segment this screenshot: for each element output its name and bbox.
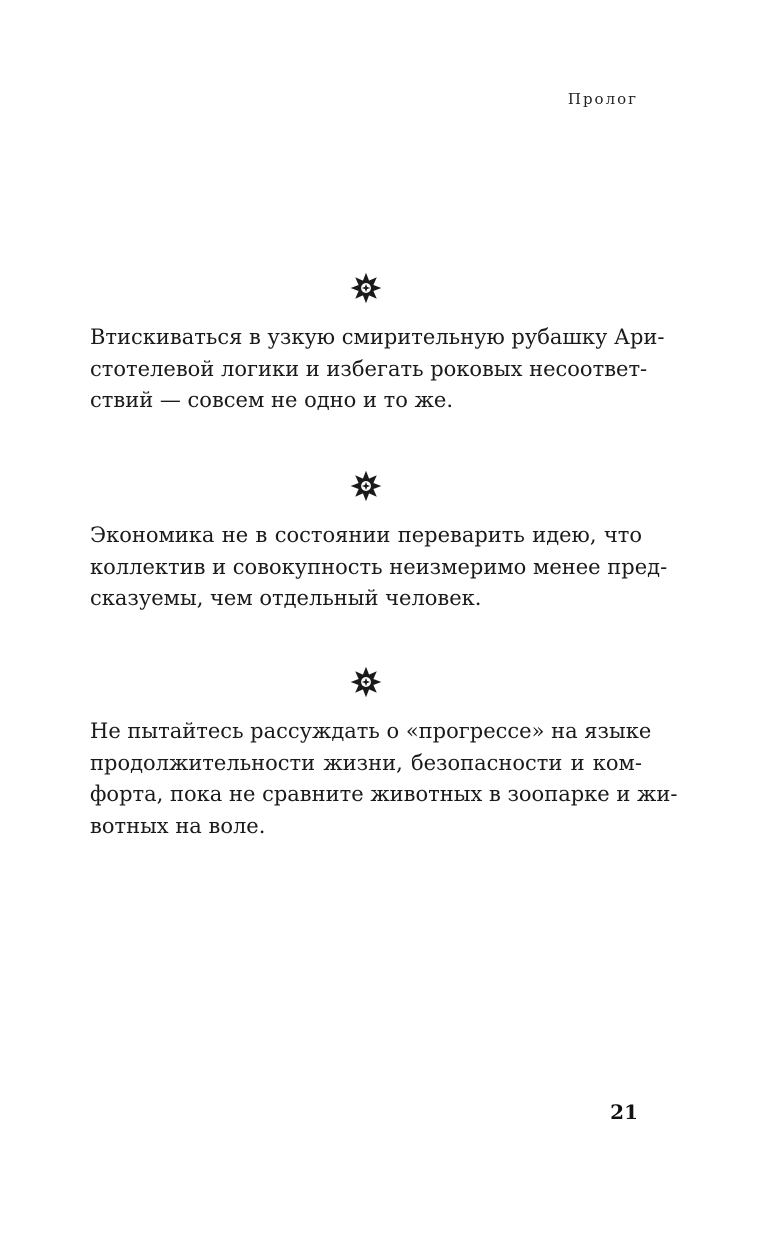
star-ornament-icon — [348, 468, 384, 504]
running-head: Пролог — [567, 90, 638, 108]
aphorism-text-1 — [90, 322, 665, 417]
text-line: Втискиваться в узкую смирительную рубашку Ари- — [90, 325, 665, 349]
aphorism-text-3 — [90, 716, 678, 842]
aphorism-block-2 — [90, 468, 668, 615]
text-line: Экономика не в состоянии переварить идею, что — [90, 523, 642, 547]
page-number: 21 — [610, 1100, 638, 1124]
text-line: ствий — совсем не одно и то же. — [90, 388, 453, 412]
text-line: стотелевой логики и избегать роковых несоответ- — [90, 356, 648, 381]
star-ornament-icon — [348, 664, 384, 700]
aphorism-block-1 — [90, 270, 665, 417]
text-line: Не пытайтесь рассуждать о «прогрессе» на языке — [90, 719, 652, 743]
text-line: вотных на воле. — [90, 813, 266, 838]
aphorism-block-3 — [90, 664, 678, 842]
text-line: форта, пока не сравните животных в зоопарке и жи- — [90, 782, 678, 806]
aphorism-text-2 — [90, 520, 668, 615]
star-ornament-icon — [348, 270, 384, 306]
text-line: коллектив и совокупность неизмеримо менее пред- — [90, 554, 668, 579]
text-line: сказуемы, чем отдельный человек. — [90, 586, 482, 610]
text-line: продолжительности жизни, безопасности и ком- — [90, 750, 642, 775]
